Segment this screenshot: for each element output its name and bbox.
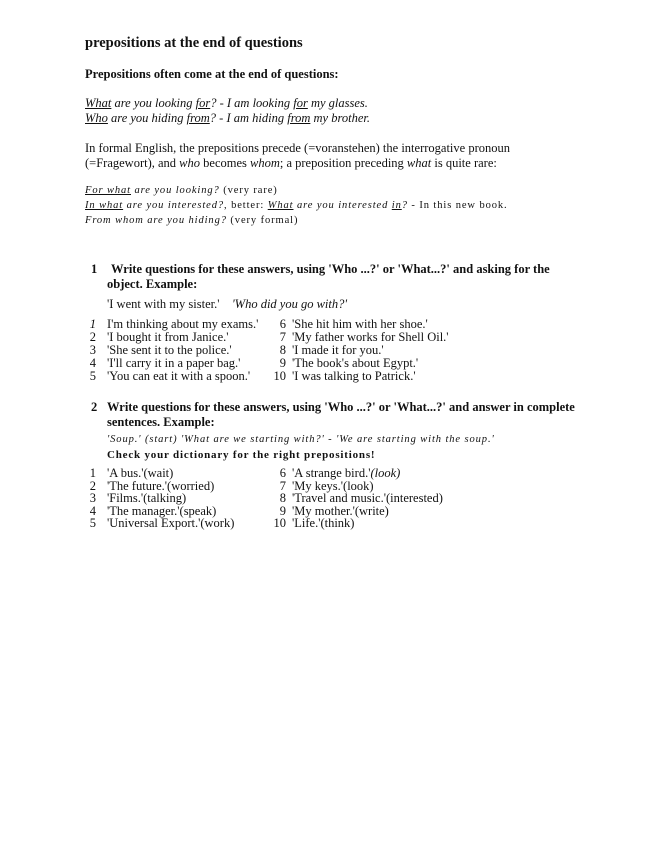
section-1-example	[107, 297, 347, 312]
section-2-number: 2	[91, 400, 98, 414]
section-1-item-number: 1	[89, 317, 96, 331]
formal-ex2-italic: are you interested?	[123, 200, 225, 211]
section-1-item-answer: 'I'll carry it in a paper bag.'	[107, 356, 241, 370]
formal-example-1	[85, 185, 278, 196]
section-2-dictionary-note: Check your dictionary for the right prepositions!	[107, 449, 376, 461]
example-2-question-word: Who	[85, 111, 108, 125]
example-2-preposition: from	[186, 111, 210, 125]
section-1-item-text	[292, 369, 416, 384]
section-2-item-answer: 'Universal Export.'(work)	[107, 516, 235, 530]
example-1-preposition-2: for	[293, 96, 308, 110]
formal-example-2	[85, 200, 508, 211]
formal-ex3-note: (very formal)	[226, 215, 299, 226]
section-2-item-number: 10	[273, 516, 286, 530]
section-2-item-answer: 'Life.'(think)	[292, 516, 355, 530]
formal-ex2-underlined-3: in	[391, 200, 402, 211]
formal-text-4: ; a preposition preceding	[279, 156, 407, 170]
example-line-1	[85, 96, 368, 111]
section-2-item-number: 5	[89, 516, 96, 530]
formal-ex2-note: , better:	[224, 200, 268, 211]
example-2-preposition-2: from	[287, 111, 311, 125]
example-2-text-3: my brother.	[310, 111, 370, 125]
section-1-item-number: 2	[89, 330, 96, 344]
example-line-2	[85, 111, 370, 126]
section-2-item-number: 8	[279, 491, 286, 505]
section-1-item-answer: I'm thinking about my exams.'	[107, 317, 259, 331]
section-2-item-number: 4	[89, 503, 96, 518]
section-1-item-answer: 'She sent it to the police.'	[107, 343, 232, 357]
example-2-text: are you hiding	[107, 111, 187, 125]
section-2-item-hint: (look)	[370, 466, 401, 480]
formal-ex3-italic: From whom are you hiding?	[85, 215, 227, 226]
formal-ex2-italic-2: are you interested	[293, 200, 392, 211]
section-1-example-answer: 'I went with my sister.'	[107, 297, 220, 311]
formal-ex1-note: (very rare)	[219, 185, 278, 196]
formal-what: what	[406, 156, 432, 170]
section-1-item-number: 8	[279, 343, 286, 357]
section-1-item-answer: 'My father works for Shell Oil.'	[292, 330, 449, 344]
section-2-item-answer: 'My keys.'(look)	[292, 478, 374, 493]
section-1-item-answer: 'She hit him with her shoe.'	[292, 317, 428, 331]
formal-example-3	[85, 215, 298, 226]
formal-text-2: (=Fragewort), and	[85, 156, 180, 170]
formal-text-5: is quite rare:	[431, 156, 497, 170]
section-2-item-text	[292, 516, 354, 531]
formal-ex2-underlined-2: What	[267, 200, 294, 211]
formal-ex2-italic-3: ?	[401, 200, 408, 211]
formal-ex1-underlined: For what	[85, 185, 131, 196]
formal-english-paragraph	[85, 141, 555, 171]
section-1-item-answer: 'You can eat it with a spoon.'	[107, 369, 251, 383]
section-2-item-answer: 'My mother.'(write)	[292, 503, 389, 518]
section-1-item-answer: 'The book's about Egypt.'	[292, 356, 419, 370]
section-2-item-number: 9	[279, 503, 286, 518]
example-1-text-2: ? - I am looking	[210, 96, 294, 110]
section-1-example-question: 'Who did you go with?'	[231, 297, 348, 311]
section-1-item-answer: 'I bought it from Janice.'	[107, 330, 229, 344]
example-1-question-word: What	[85, 96, 112, 110]
section-2-item-answer: 'Films.'(talking)	[107, 491, 187, 505]
section-1-item-number: 10	[273, 369, 286, 383]
section-1-item-number: 5	[89, 369, 96, 383]
formal-ex1-italic: are you looking?	[131, 185, 220, 196]
section-1-item-number: 4	[89, 356, 96, 370]
formal-ex2-underlined: In what	[85, 200, 124, 211]
formal-whom: whom	[250, 156, 280, 170]
formal-text-1: In formal English, the prepositions precede (=voranstehen) the interrogative pronoun	[85, 141, 510, 155]
section-2-item-answer: 'The manager.'(speak)	[107, 503, 217, 518]
section-1-item-answer: 'I made it for you.'	[292, 343, 384, 357]
example-1-text: are you looking	[111, 96, 196, 110]
intro-subheading: Prepositions often come at the end of questions:	[85, 67, 339, 81]
section-1-item-number: 9	[279, 356, 286, 370]
section-2-item-answer: 'The future.'(worried)	[107, 478, 215, 493]
section-1-item-number: 6	[279, 317, 286, 331]
example-1-preposition: for	[195, 96, 211, 110]
section-2-item-text	[107, 516, 234, 531]
section-2-item-answer: 'A bus.'(wait)	[107, 466, 174, 480]
section-2-item-number: 2	[89, 478, 96, 493]
section-2-item-number: 6	[279, 466, 286, 480]
example-2-text-2: ? - I am hiding	[209, 111, 288, 125]
page-title: prepositions at the end of questions	[85, 35, 303, 51]
section-1-item-answer: 'I was talking to Patrick.'	[292, 369, 416, 383]
section-1-heading: Write questions for these answers, using 'Who ...?' or 'What...?' and asking for the object. Example:	[107, 262, 550, 291]
example-1-text-3: my glasses.	[307, 96, 368, 110]
section-2-example: 'Soup.' (start) 'What are we starting with?' - 'We are starting with the soup.'	[107, 434, 495, 445]
section-1-number: 1	[91, 262, 98, 276]
section-2-item-number: 1	[89, 466, 96, 480]
section-2-item-answer: 'Travel and music.'(interested)	[292, 491, 443, 505]
formal-who: who	[179, 156, 201, 170]
section-2-item-number: 7	[279, 478, 286, 493]
section-2-item-answer: 'A strange bird.'	[292, 466, 371, 480]
section-1-item-number: 7	[279, 330, 286, 344]
section-2-heading: Write questions for these answers, using 'Who ...?' or 'What...?' and answer in complete sentences. Example:	[107, 400, 575, 429]
section-2-item-number: 3	[89, 491, 96, 505]
formal-text-3: becomes	[200, 156, 250, 170]
section-1-item-number: 3	[89, 343, 96, 357]
section-1-item-text	[107, 369, 250, 384]
formal-ex2-answer: - In this new book.	[407, 200, 508, 211]
